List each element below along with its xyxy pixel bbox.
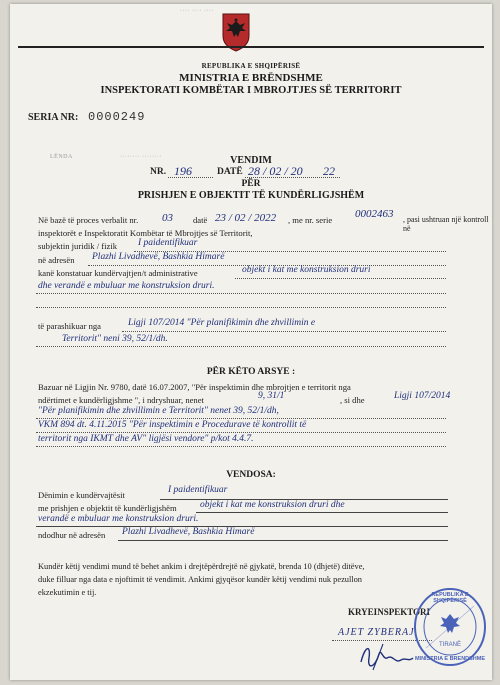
decision-date-value: 28 / 02 / 20 bbox=[248, 164, 303, 178]
address-value: Plazhi Livadhevë, Bashkia Himarë bbox=[92, 252, 225, 262]
orders-address: Plazhi Livadhevë, Bashkia Himarë bbox=[122, 527, 255, 537]
series-label: SERIA NR: bbox=[28, 112, 79, 123]
proces-date: 23 / 02 / 2022 bbox=[215, 212, 277, 224]
proces-nr: 03 bbox=[162, 212, 173, 224]
decision-subject: PRISHJEN E OBJEKTIT TË KUNDËRLIGJSHËM bbox=[137, 190, 365, 201]
signature-icon bbox=[355, 640, 415, 674]
stamp-text-top: REPUBLIKA E SHQIPËRISË bbox=[431, 592, 469, 604]
footer-line-1: Kundër këtij vendimi mund të behet ankim i drejtëpërdrejtë në gjykatë, brenda 10 (dhjetë) ditëve, bbox=[38, 562, 365, 571]
orders-title: VENDOSA: bbox=[226, 470, 276, 480]
orders-label-4: ndodhur në adresën bbox=[38, 530, 106, 540]
orders-line-2 bbox=[196, 512, 448, 513]
decision-date-year: 22 bbox=[323, 164, 335, 178]
constat-value-1: objekt i kat me konstruksion druri bbox=[242, 265, 371, 275]
reasons-line-1: Bazuar në Ligjin Nr. 9780, datë 16.07.2007, "Për inspektimin dhe mbrojtjen e territorit nga bbox=[38, 382, 351, 392]
proces-text-b: datë bbox=[193, 215, 208, 225]
chief-name: AJET ZYBERAJ bbox=[338, 627, 415, 638]
subject-value: I paidentifikuar bbox=[138, 238, 198, 248]
footer-line-3: ekzekutimin e tij. bbox=[38, 588, 97, 597]
footer-line-2: duke filluar nga data e njoftimit të vendimit. Ankimi gjyqësor kundër këtij vendimi nuk pezullon bbox=[38, 575, 362, 584]
document-page bbox=[10, 4, 492, 680]
serie-value: 0002463 bbox=[355, 208, 394, 220]
faint-header-text: ···· ···· ···· bbox=[180, 8, 214, 14]
svg-text:TIRANË: TIRANË bbox=[438, 642, 462, 648]
reasons-articles: 9, 31/1 bbox=[258, 391, 285, 401]
reasons-line-2b: , si dhe bbox=[340, 395, 365, 405]
header-rule bbox=[18, 46, 484, 48]
decision-date-label: DATË bbox=[217, 167, 243, 177]
reasons-line-2a: ndërtimet e kundërligjshme ", i ndryshuar, nenet bbox=[38, 395, 204, 405]
law-value-2: Territorit" neni 39, 52/1/dh. bbox=[62, 334, 168, 344]
address-label: në adresën bbox=[38, 255, 75, 265]
decision-title: VENDIM bbox=[230, 155, 272, 166]
reasons-dotline-5 bbox=[36, 446, 446, 447]
decision-per: PËR bbox=[241, 179, 261, 189]
faint-text-drejtoria: ········ ········ bbox=[120, 154, 162, 160]
reasons-dotline-3 bbox=[36, 418, 446, 419]
proces-text-d: , pasi ushtruan një kontroll në bbox=[403, 215, 489, 233]
orders-label-1: Dënimin e kundërvajtësit bbox=[38, 490, 125, 500]
law-line-1 bbox=[122, 331, 446, 332]
law-value-1: Ligji 107/2014 "Për planifikimin dhe zhvillimin e bbox=[128, 318, 316, 328]
law-label: të parashikuar nga bbox=[38, 321, 101, 331]
proces-text-c: , me nr. serie bbox=[288, 215, 333, 225]
orders-offender: I paidentifikuar bbox=[168, 485, 228, 495]
subject-label: subjektin juridik / fizik bbox=[38, 241, 118, 251]
reasons-title: PËR KËTO ARSYE : bbox=[206, 367, 296, 377]
orders-label-2: me prishjen e objektit të kundërligjshëm bbox=[38, 503, 177, 513]
reasons-dotline-4 bbox=[36, 432, 446, 433]
faint-text-lenda: LËNDA bbox=[50, 154, 73, 160]
constat-line-1 bbox=[235, 278, 446, 279]
reasons-line-3: "Për planifikimin dhe zhvillimin e Territorit" nenet 39, 52/1/dh, bbox=[38, 406, 279, 416]
ministry-title: MINISTRIA E BRËNDSHME bbox=[179, 72, 323, 84]
constat-label: kanë konstatuar kundërvajtjen/t administrative bbox=[38, 268, 198, 278]
decision-nr-line bbox=[168, 177, 213, 178]
law-line-2 bbox=[36, 346, 446, 347]
constat-value-2: dhe verandë e mbuluar me konstruksion druri. bbox=[38, 281, 215, 291]
series-number: 0000249 bbox=[88, 110, 146, 124]
reasons-line-4: VKM 894 dt. 4.11.2015 "Për inspektimin e Procedurave të kontrollit të bbox=[38, 420, 307, 430]
decision-date-line bbox=[245, 177, 340, 178]
proces-text-a: Në bazë të proces verbalit nr. bbox=[38, 215, 139, 225]
decision-nr-label: NR. bbox=[150, 167, 167, 177]
republic-title: REPUBLIKA E SHQIPËRISË bbox=[201, 62, 301, 70]
reasons-line-5: territorit nga IKMT dhe AV" ligjësi vendore" p/kot 4.4.7. bbox=[38, 434, 254, 444]
inspectorate-title: INSPEKTORATI KOMBËTAR I MBROJTJES SË TERRITORIT bbox=[100, 85, 402, 96]
orders-object-1: objekt i kat me konstruksion druri dhe bbox=[200, 500, 345, 510]
decision-nr-value: 196 bbox=[174, 164, 192, 178]
orders-object-2: verandë e mbuluar me konstruksion druri. bbox=[38, 514, 199, 524]
constat-line-2 bbox=[36, 293, 446, 294]
chief-label: KRYEINSPEKTORI bbox=[348, 607, 431, 617]
official-stamp-icon bbox=[412, 586, 488, 668]
reasons-law-ref: Ligji 107/2014 bbox=[394, 391, 451, 401]
proces-text-line2: inspektorët e Inspektoratit Kombëtar të Mbrojtjes së Territorit, bbox=[38, 228, 253, 238]
orders-line-4 bbox=[118, 540, 448, 541]
constat-line-3 bbox=[36, 307, 446, 308]
stamp-text-bottom: MINISTRIA E BRENDSHME bbox=[414, 656, 486, 662]
